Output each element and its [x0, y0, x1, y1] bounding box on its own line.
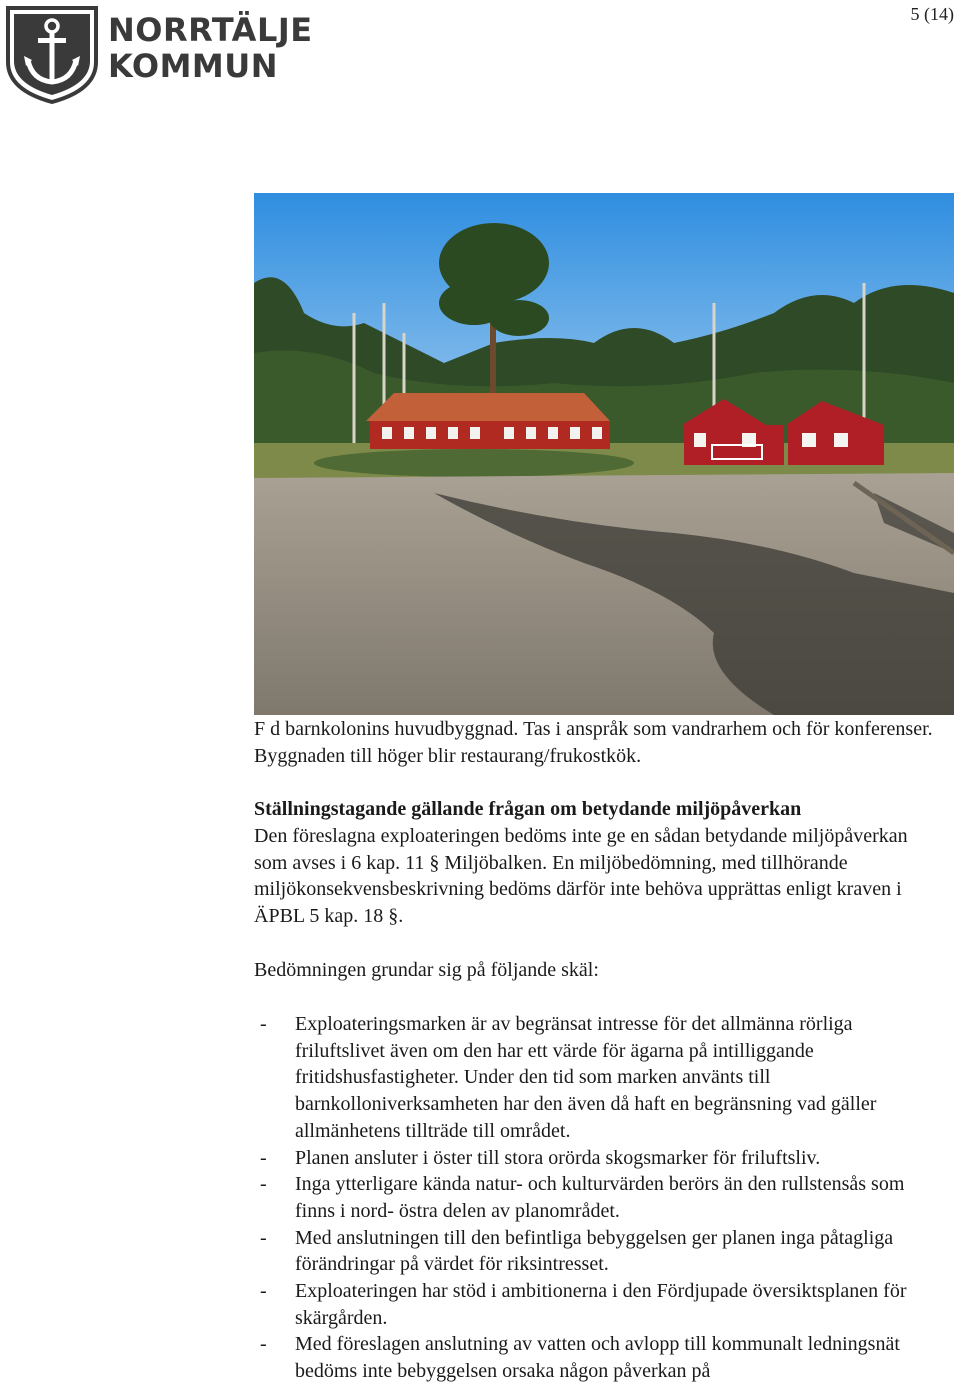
photo-illustration: [254, 193, 954, 715]
bullet-dash: -: [260, 1333, 267, 1356]
logo-wordmark: [108, 12, 313, 84]
list-item: [254, 1225, 944, 1278]
bullet-dash: -: [260, 1146, 267, 1169]
municipality-logo: [4, 4, 313, 104]
reasons-intro: Bedömningen grundar sig på följande skäl:: [254, 959, 599, 981]
assessment-paragraph: Den föreslagna exploateringen bedöms inte ge en sådan betydande miljöpåverkan som avses i 6 kap. 11 § Miljöbalken. En miljöbedömning, med tillhörande miljökonsekvensbeskrivning bedöms därför inte behöva upprättas enligt kraven i ÄPBL 5 kap. 18 §.: [254, 825, 908, 928]
bullet-dash: -: [260, 1013, 267, 1035]
site-photo: [254, 193, 954, 715]
list-item: [254, 1278, 944, 1331]
list-item: [254, 1145, 944, 1172]
section-heading: Ställningstagande gällande frågan om betydande miljöpåverkan: [254, 798, 802, 820]
page-number: 5 (14): [910, 4, 954, 24]
bullet-dash: -: [260, 1173, 267, 1196]
list-item-text: Exploateringsmarken är av begränsat intresse för det allmänna rörliga friluftslivet även om den har ett värde för ägarna på intilliggande fritidshusfastigheter. Under den tid som marken använts till barnkolloniverksamheten har den även då haft en begränsning vad gäller allmänhetens tillträde till området.: [295, 1013, 877, 1142]
anchor-shield-icon: [4, 4, 100, 104]
list-item: [254, 1011, 944, 1145]
logo-line-1: NORRTÄLJE: [108, 11, 313, 49]
list-item-text: Inga ytterligare kända natur- och kulturvärden berörs än den rullstensås som finns i nord- östra delen av planområdet.: [295, 1173, 905, 1222]
bullet-dash: -: [260, 1226, 267, 1249]
reasons-list: [254, 1011, 944, 1385]
list-item-text: Planen ansluter i öster till stora orörda skogsmarker för friluftsliv.: [295, 1146, 821, 1169]
bullet-dash: -: [260, 1280, 267, 1303]
list-item: [254, 1171, 944, 1224]
photo-caption: F d barnkolonins huvudbyggnad. Tas i anspråk som vandrarhem och för konferenser. Byggnaden till höger blir restaurang/frukostkök.: [254, 718, 933, 767]
list-item: [254, 1331, 944, 1384]
list-item-text: Med anslutningen till den befintliga bebyggelsen ger planen inga påtagliga förändringar på värdet för riksintresset.: [295, 1226, 894, 1276]
list-item-text: Exploateringen har stöd i ambitionerna i den Fördjupade översiktsplanen för skärgården.: [295, 1280, 907, 1329]
logo-line-2: KOMMUN: [108, 47, 279, 85]
list-item-text: Med föreslagen anslutning av vatten och avlopp till kommunalt ledningsnät bedöms inte bebyggelsen orsaka någon påverkan på: [295, 1333, 900, 1383]
